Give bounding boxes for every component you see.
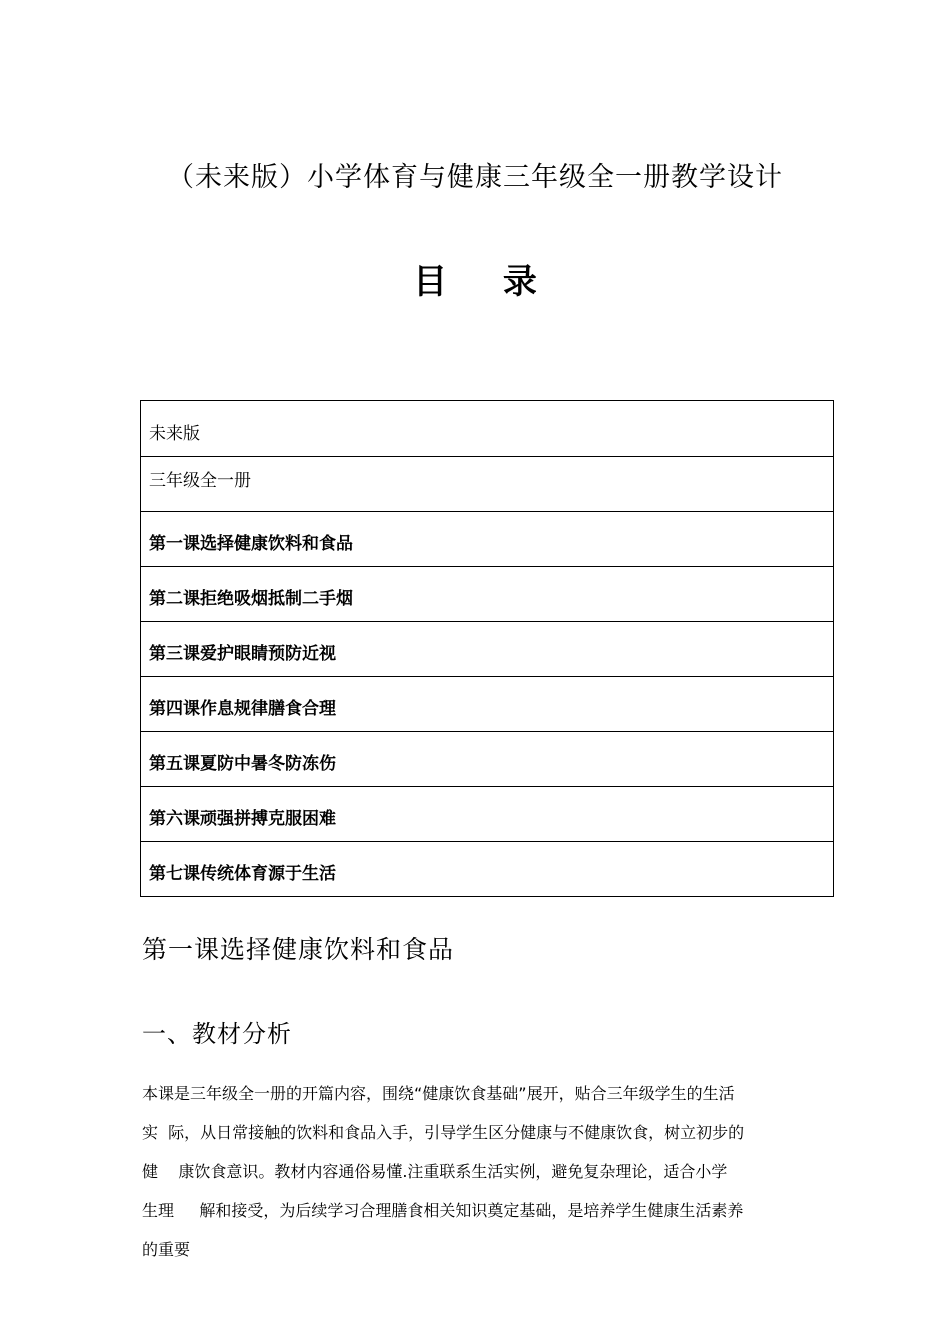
paragraph-line: 实 际，从日常接触的饮料和食品入手，引导学生区分健康与不健康饮食，树立初步的 xyxy=(142,1123,745,1142)
toc-row-lesson-5 xyxy=(141,731,833,786)
toc-row-label: 第一课选择健康饮料和食品 xyxy=(149,534,353,554)
toc-row-edition xyxy=(141,401,833,456)
toc-row-label: 第四课作息规律膳食合理 xyxy=(149,699,336,719)
lesson-heading: 第一课选择健康饮料和食品 xyxy=(142,935,455,964)
toc-row-volume xyxy=(141,456,833,511)
toc-row-lesson-6 xyxy=(141,786,833,841)
body-paragraph xyxy=(142,1078,822,1273)
toc-row-lesson-1 xyxy=(141,511,833,566)
toc-row-label: 第七课传统体育源于生活 xyxy=(149,864,336,884)
toc-row-lesson-7 xyxy=(141,841,833,896)
toc-row-label: 第三课爱护眼睛预防近视 xyxy=(149,644,336,664)
toc-row-label: 三年级全一册 xyxy=(149,471,251,491)
toc-row-lesson-3 xyxy=(141,621,833,676)
toc-row-lesson-4 xyxy=(141,676,833,731)
toc-heading: 目 录 xyxy=(413,262,559,302)
section-heading: 一、教材分析 xyxy=(142,1020,292,1048)
toc-row-label: 第六课顽强拼搏克服困难 xyxy=(149,809,336,829)
paragraph-line: 本课是三年级全一册的开篇内容，围绕“健康饮食基础”展开，贴合三年级学生的生活 xyxy=(142,1084,735,1103)
toc-row-label: 第二课拒绝吸烟抵制二手烟 xyxy=(149,589,353,609)
toc-row-label: 第五课夏防中暑冬防冻伤 xyxy=(149,754,336,774)
document-title: （未来版）小学体育与健康三年级全一册教学设计 xyxy=(167,162,783,193)
paragraph-line: 生理 解和接受，为后续学习合理膳食相关知识奠定基础，是培养学生健康生活素养 xyxy=(142,1201,744,1220)
toc-table xyxy=(140,400,834,897)
paragraph-line: 健 康饮食意识。教材内容通俗易懂.注重联系生活实例，避免复杂理论，适合小学 xyxy=(142,1162,728,1181)
toc-row-lesson-2 xyxy=(141,566,833,621)
paragraph-line: 的重要 xyxy=(142,1240,191,1259)
toc-row-label: 未来版 xyxy=(149,424,200,444)
